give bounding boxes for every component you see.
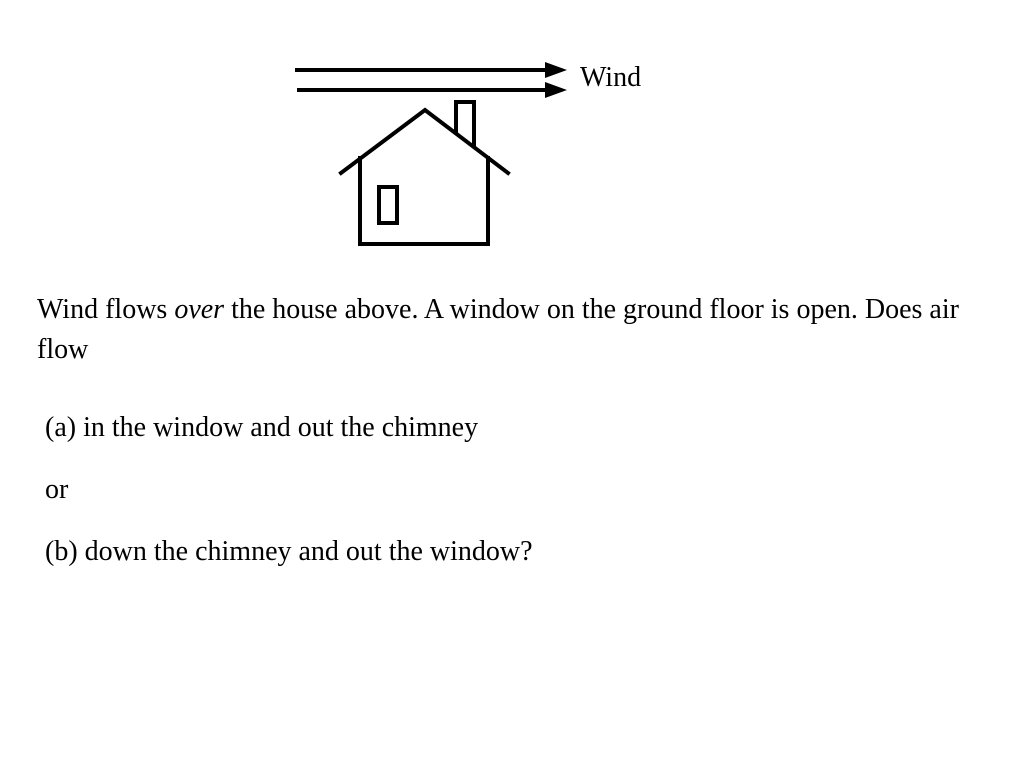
diagram-svg: [0, 0, 1024, 270]
wind-label: Wind: [580, 62, 642, 93]
question-text-after: the house above. A window on the ground floor is open. Does air flow: [37, 294, 959, 365]
wind-arrow-lower-head: [545, 82, 567, 98]
question-text: [37, 290, 997, 370]
house: [341, 102, 508, 244]
option-a: (a) in the window and out the chimney: [45, 412, 479, 443]
option-or: or: [45, 474, 69, 505]
wind-house-diagram: [0, 0, 1024, 270]
question-text-before: Wind flows: [37, 294, 175, 325]
option-b: (b) down the chimney and out the window?: [45, 536, 533, 567]
question-emphasis: over: [174, 294, 225, 325]
wind-arrows: [295, 62, 567, 98]
house-window: [379, 187, 397, 223]
house-roof: [341, 110, 508, 173]
wind-arrow-upper-head: [545, 62, 567, 78]
